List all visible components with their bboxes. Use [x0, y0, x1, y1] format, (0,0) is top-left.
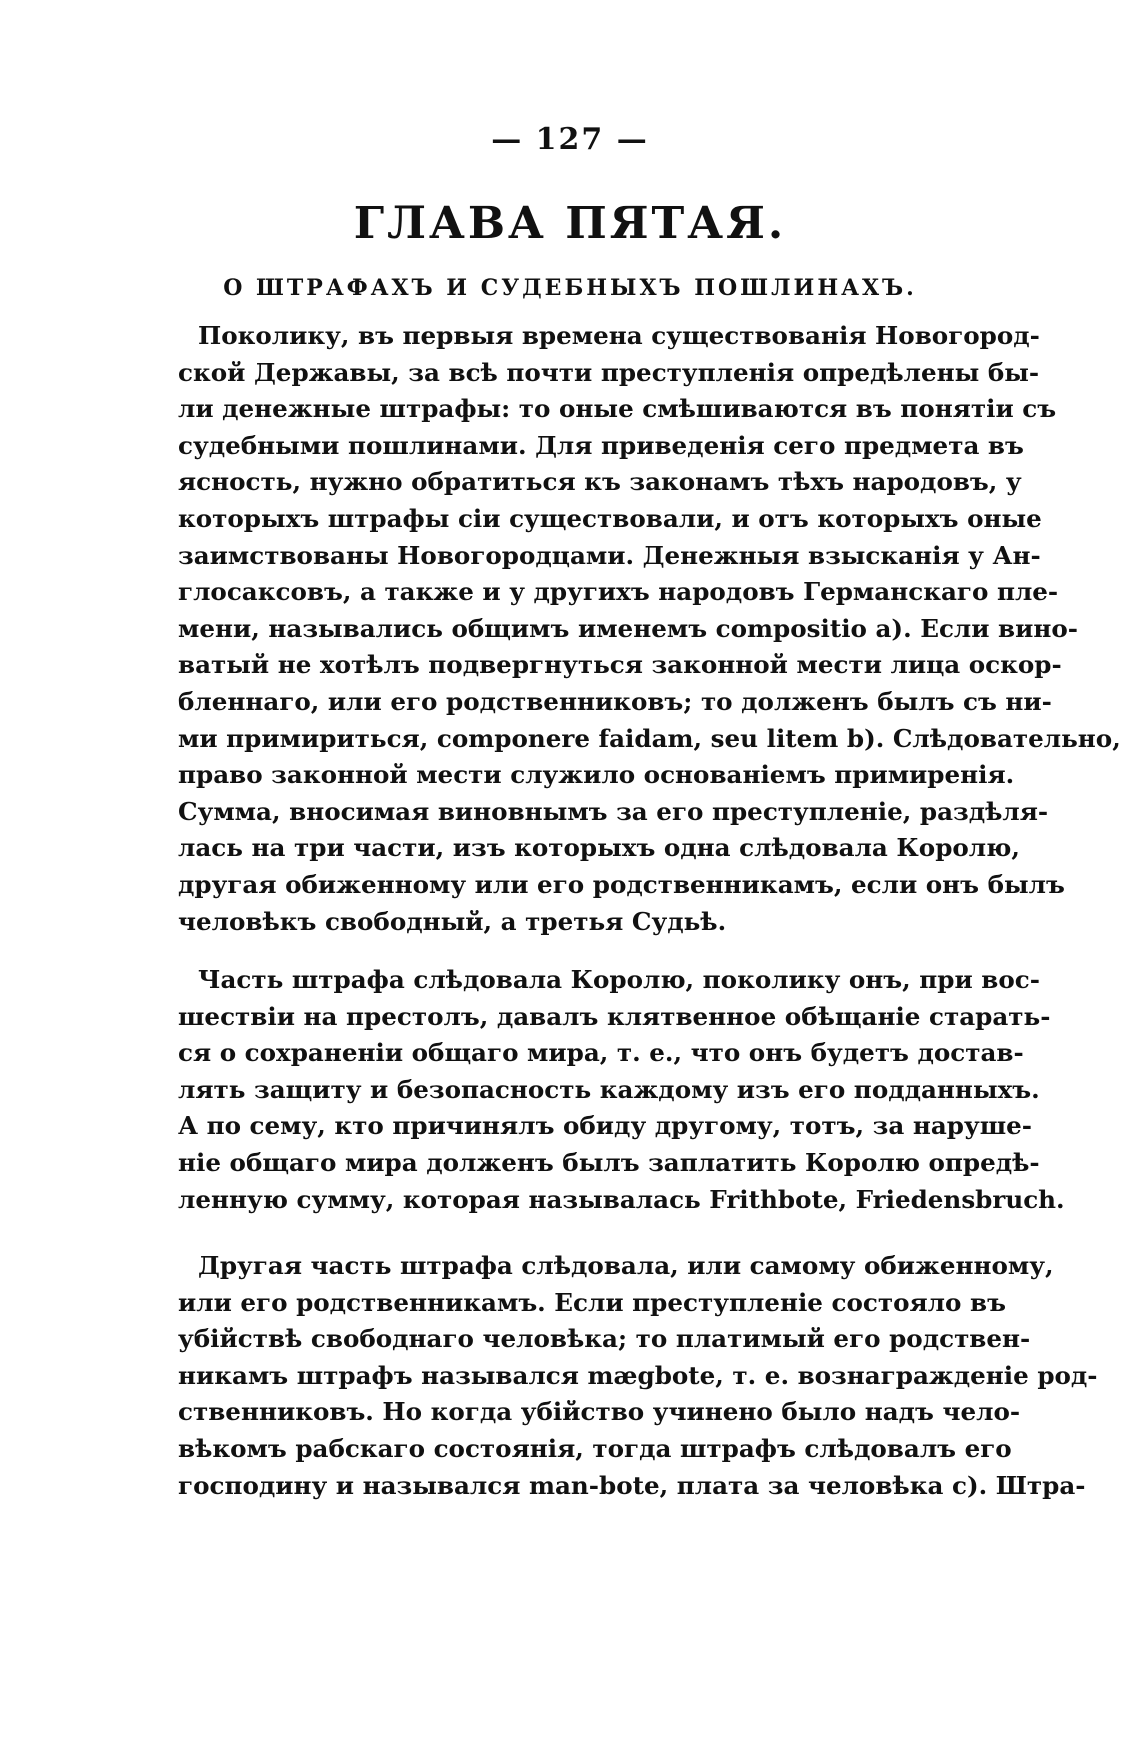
text-line: человѣкъ свободный, а третья Судьѣ. — [178, 906, 727, 936]
text-line: Поколику, въ первыя времена существованія Новогород- — [198, 321, 1040, 350]
text-line: лась на три части, изъ которыхъ одна слѣдовала Королю, — [178, 833, 1020, 863]
text-line: ніе общаго мира долженъ былъ заплатить Королю опредѣ- — [178, 1147, 1040, 1177]
text-line: другая обиженному или его родственникамъ, если онъ былъ — [178, 869, 1065, 899]
text-line: убійствѣ свободнаго человѣка; то платимый его родствен- — [178, 1324, 1031, 1354]
text-line: мени, назывались общимъ именемъ compositio a). Если вино- — [178, 613, 1079, 643]
text-line: Сумма, вносимая виновнымъ за его преступленіе, раздѣля- — [178, 796, 1049, 826]
text-line: глосаксовъ, а также и у другихъ народовъ Германскаго пле- — [178, 577, 1059, 607]
paragraph-1 — [178, 318, 1121, 940]
text-line: ленную сумму, которая называлась Frithbote, Friedensbruch. — [178, 1184, 1065, 1214]
text-line: ся о сохраненіи общаго мира, т. е., что онъ будетъ достав- — [178, 1038, 1024, 1068]
text-line: судебными пошлинами. Для приведенія сего предмета въ — [178, 430, 1024, 460]
text-line: право законной мести служило основаніемъ примиренія. — [178, 760, 1015, 790]
text-line: господину и назывался man-bote, плата за человѣка c). Штра- — [178, 1470, 1086, 1500]
paragraph-2 — [178, 962, 1065, 1218]
text-line: ватый не хотѣлъ подвергнуться законной мести лица оскор- — [178, 650, 1062, 680]
text-line: Другая часть штрафа слѣдовала, или самому обиженному, — [198, 1251, 1054, 1280]
text-line: ми примириться, componere faidam, seu litem b). Слѣдовательно, — [178, 723, 1121, 753]
paragraph-3 — [178, 1248, 1098, 1504]
text-line: или его родственникамъ. Если преступленіе состояло въ — [178, 1287, 1006, 1317]
text-line: лять защиту и безопасность каждому изъ его подданныхъ. — [178, 1074, 1040, 1104]
text-line: Часть штрафа слѣдовала Королю, поколику онъ, при вос- — [198, 965, 1040, 994]
chapter-subtitle: О ШТРАФАХЪ И СУДЕБНЫХЪ ПОШЛИНАХЪ. — [223, 275, 917, 301]
text-line: шествіи на престолъ, давалъ клятвенное обѣщаніе старать- — [178, 1001, 1051, 1031]
text-line: заимствованы Новогородцами. Денежныя взысканія у Ан- — [178, 540, 1041, 570]
text-line: вѣкомъ рабскаго состоянія, тогда штрафъ слѣдовалъ его — [178, 1433, 1012, 1463]
text-line: ственниковъ. Но когда убійство учинено было надъ чело- — [178, 1397, 1021, 1427]
text-line: бленнаго, или его родственниковъ; то долженъ былъ съ ни- — [178, 686, 1052, 716]
text-line: ли денежные штрафы: то оные смѣшиваются въ понятіи съ — [178, 394, 1057, 424]
text-line: никамъ штрафъ назывался mægbote, т. е. вознагражденіе род- — [178, 1360, 1098, 1390]
text-line: которыхъ штрафы сіи существовали, и отъ которыхъ оные — [178, 503, 1042, 533]
page-number: — 127 — — [491, 122, 649, 157]
chapter-title: ГЛАВА ПЯТАЯ. — [353, 198, 787, 249]
text-line: А по сему, кто причинялъ обиду другому, тотъ, за наруше- — [178, 1111, 1033, 1141]
text-line: ской Державы, за всѣ почти преступленія опредѣлены бы- — [178, 357, 1040, 387]
text-line: ясность, нужно обратиться къ законамъ тѣхъ народовъ, у — [178, 467, 1022, 497]
